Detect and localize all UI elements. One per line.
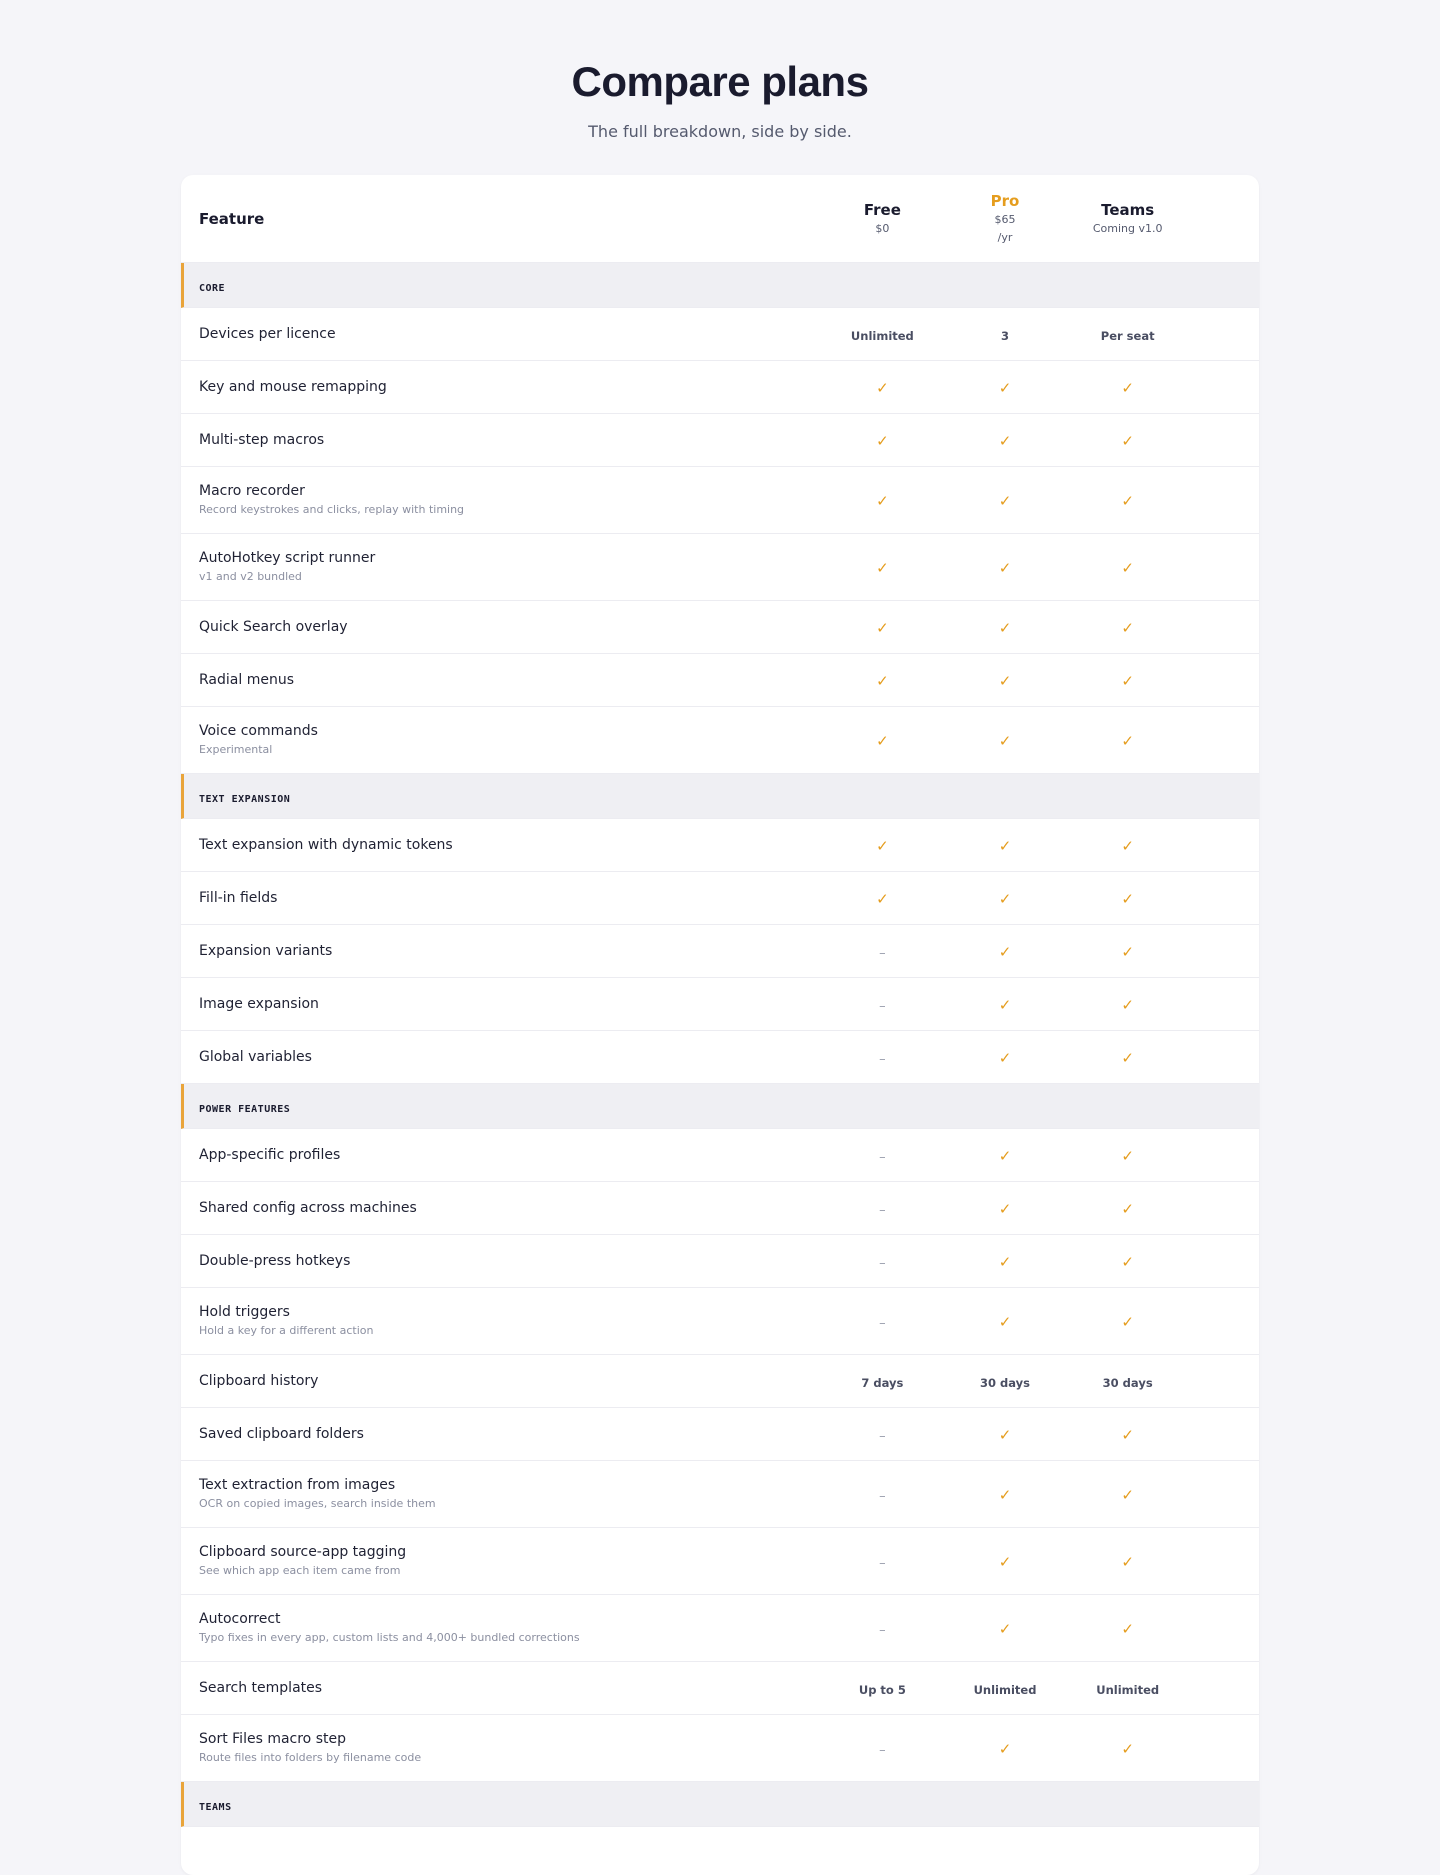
plan-price: $0 [875, 221, 890, 235]
check-icon: ✓ [1121, 1485, 1134, 1504]
plan-cell [821, 1146, 944, 1165]
section-header [181, 1084, 1259, 1129]
plan-cell [944, 1252, 1067, 1271]
check-icon: ✓ [1121, 671, 1134, 690]
feature-name: Voice commands [199, 723, 318, 739]
feature-cell [181, 1610, 821, 1646]
plan-cell [1066, 836, 1259, 855]
plan-header-pro [944, 191, 1067, 247]
feature-cell [181, 1252, 821, 1270]
check-icon: ✓ [998, 731, 1012, 750]
feature-description: OCR on copied images, search inside them [199, 1497, 436, 1510]
check-icon: ✓ [998, 1425, 1012, 1444]
plan-value: 7 days [861, 1375, 904, 1390]
plan-cell [944, 1679, 1067, 1698]
check-icon: ✓ [998, 1619, 1012, 1638]
plan-price: $65 [994, 212, 1016, 226]
feature-name: Expansion variants [199, 943, 333, 959]
feature-name: Radial menus [199, 672, 294, 688]
feature-name: Autocorrect [199, 1611, 281, 1627]
table-row [181, 1355, 1259, 1408]
table-row [181, 1595, 1259, 1662]
check-icon: ✓ [876, 671, 889, 690]
check-icon: ✓ [876, 491, 889, 510]
page-header [0, 0, 1440, 174]
check-icon: ✓ [1121, 731, 1134, 750]
plan-cell [1066, 1048, 1259, 1067]
plan-cell [821, 558, 944, 577]
plan-cell [1066, 889, 1259, 908]
feature-cell [181, 1146, 821, 1164]
feature-name: Sort Files macro step [199, 1731, 346, 1747]
table-row [181, 1715, 1259, 1782]
plan-name: Free [863, 200, 901, 219]
check-icon: ✓ [1121, 1252, 1134, 1271]
check-icon: ✓ [1121, 558, 1134, 577]
plan-cell [821, 1619, 944, 1638]
plan-cell [944, 942, 1067, 961]
feature-cell [181, 618, 821, 636]
feature-cell [181, 1679, 821, 1697]
feature-cell [181, 722, 821, 758]
table-row [181, 925, 1259, 978]
plan-cell [821, 889, 944, 908]
feature-cell [181, 1048, 821, 1066]
plan-cell [821, 1552, 944, 1571]
feature-description: v1 and v2 bundled [199, 570, 302, 583]
feature-name: Double-press hotkeys [199, 1253, 351, 1269]
plan-cell [944, 1146, 1067, 1165]
feature-description: Record keystrokes and clicks, replay with timing [199, 503, 465, 516]
plan-cell [944, 995, 1067, 1014]
section-header [181, 263, 1259, 308]
check-icon: ✓ [876, 731, 889, 750]
feature-cell [181, 942, 821, 960]
section-label: CORE [199, 282, 226, 294]
feature-name: Saved clipboard folders [199, 1426, 364, 1442]
table-row [181, 534, 1259, 601]
plan-cell [821, 1372, 944, 1391]
dash-icon: – [879, 1255, 886, 1271]
check-icon: ✓ [1121, 1619, 1134, 1638]
plan-cell [821, 995, 944, 1014]
feature-cell [181, 836, 821, 854]
plan-cell [821, 431, 944, 450]
feature-cell [181, 1372, 821, 1390]
plan-cell [1066, 1679, 1259, 1698]
table-header-row [181, 175, 1259, 263]
feature-name: Text expansion with dynamic tokens [199, 837, 453, 853]
dash-icon: – [879, 1202, 886, 1218]
section-label: TEAMS [199, 1801, 232, 1813]
plan-cell [944, 1425, 1067, 1444]
feature-description: Hold a key for a different action [199, 1324, 374, 1337]
table-row [181, 1182, 1259, 1235]
feature-cell [181, 431, 821, 449]
check-icon: ✓ [998, 836, 1012, 855]
feature-cell [181, 1543, 821, 1579]
feature-description: Route files into folders by filename code [199, 1751, 422, 1764]
plan-cell [1066, 1619, 1259, 1638]
plan-cell [1066, 618, 1259, 637]
plan-cell [1066, 671, 1259, 690]
check-icon: ✓ [1121, 995, 1134, 1014]
plan-cell [1066, 431, 1259, 450]
table-row [181, 361, 1259, 414]
plan-cell [944, 558, 1067, 577]
feature-description: See which app each item came from [199, 1564, 401, 1577]
table-row [181, 872, 1259, 925]
plan-cell [1066, 1312, 1259, 1331]
page-title: Compare plans [571, 58, 869, 105]
feature-name: Search templates [199, 1680, 323, 1696]
dash-icon: – [879, 1051, 886, 1067]
feature-cell [181, 549, 821, 585]
feature-name: Hold triggers [199, 1304, 290, 1320]
table-row [181, 654, 1259, 707]
plan-cell [1066, 942, 1259, 961]
plan-cell [944, 836, 1067, 855]
feature-name: AutoHotkey script runner [199, 550, 376, 566]
section-label: POWER FEATURES [199, 1103, 291, 1115]
check-icon: ✓ [1121, 1146, 1134, 1165]
dash-icon: – [879, 945, 886, 961]
dash-icon: – [879, 1488, 886, 1504]
check-icon: ✓ [1121, 378, 1134, 397]
feature-name: Macro recorder [199, 483, 305, 499]
dash-icon: – [879, 1315, 886, 1331]
feature-name: Key and mouse remapping [199, 379, 387, 395]
check-icon: ✓ [998, 942, 1012, 961]
check-icon: ✓ [876, 836, 889, 855]
feature-name: Global variables [199, 1049, 312, 1065]
feature-cell [181, 1199, 821, 1217]
dash-icon: – [879, 1428, 886, 1444]
feature-cell [181, 325, 821, 343]
check-icon: ✓ [1121, 942, 1134, 961]
plan-value: Unlimited [1096, 1682, 1160, 1697]
check-icon: ✓ [1121, 889, 1134, 908]
table-row [181, 819, 1259, 872]
check-icon: ✓ [1121, 1048, 1134, 1067]
check-icon: ✓ [998, 1485, 1012, 1504]
feature-cell [181, 1476, 821, 1512]
check-icon: ✓ [1121, 618, 1134, 637]
table-row [181, 414, 1259, 467]
plan-name: Teams [1101, 200, 1155, 219]
table-body [181, 263, 1259, 1827]
table-row [181, 308, 1259, 361]
plan-cell [821, 1485, 944, 1504]
plan-cell [944, 1048, 1067, 1067]
check-icon: ✓ [876, 431, 889, 450]
check-icon: ✓ [1121, 1739, 1134, 1758]
feature-name: App-specific profiles [199, 1147, 341, 1163]
check-icon: ✓ [1121, 1552, 1134, 1571]
plan-header-teams [1066, 200, 1259, 238]
check-icon: ✓ [1121, 1199, 1134, 1218]
check-icon: ✓ [876, 558, 889, 577]
check-icon: ✓ [998, 1739, 1012, 1758]
plan-cell [1066, 1739, 1259, 1758]
check-icon: ✓ [998, 378, 1012, 397]
plan-value: Per seat [1100, 328, 1155, 343]
plan-cell [944, 1552, 1067, 1571]
check-icon: ✓ [1121, 491, 1134, 510]
check-icon: ✓ [1121, 431, 1134, 450]
check-icon: ✓ [998, 1552, 1012, 1571]
check-icon: ✓ [998, 431, 1012, 450]
page-subtitle: The full breakdown, side by side. [588, 122, 852, 141]
plan-value: 3 [1001, 328, 1010, 343]
check-icon: ✓ [998, 1312, 1012, 1331]
plan-cell [821, 1252, 944, 1271]
dash-icon: – [879, 1742, 886, 1758]
dash-icon: – [879, 1555, 886, 1571]
check-icon: ✓ [998, 491, 1012, 510]
table-row [181, 1528, 1259, 1595]
plan-cell [944, 731, 1067, 750]
feature-name: Devices per licence [199, 326, 336, 342]
section-label: TEXT EXPANSION [199, 793, 291, 805]
plan-header-free [821, 200, 944, 238]
plan-value: 30 days [1102, 1375, 1153, 1390]
table-row [181, 467, 1259, 534]
plan-value: Up to 5 [858, 1682, 906, 1697]
feature-cell [181, 1303, 821, 1339]
plan-cell [821, 731, 944, 750]
feature-description: Experimental [199, 743, 273, 756]
feature-name: Text extraction from images [199, 1477, 396, 1493]
table-row [181, 1288, 1259, 1355]
feature-cell [181, 1730, 821, 1766]
check-icon: ✓ [876, 889, 889, 908]
plan-cell [1066, 1252, 1259, 1271]
feature-cell [181, 995, 821, 1013]
plan-price-suffix: /yr [997, 230, 1013, 244]
check-icon: ✓ [1121, 836, 1134, 855]
plan-cell [821, 618, 944, 637]
table-row [181, 1408, 1259, 1461]
comparison-table [181, 175, 1259, 1875]
plan-cell [1066, 325, 1259, 344]
plan-cell [944, 431, 1067, 450]
table-row [181, 1662, 1259, 1715]
plan-cell [821, 1425, 944, 1444]
feature-name: Shared config across machines [199, 1200, 417, 1216]
table-row [181, 978, 1259, 1031]
plan-cell [944, 618, 1067, 637]
feature-cell [181, 889, 821, 907]
feature-name: Clipboard source-app tagging [199, 1544, 407, 1560]
plan-name: Pro [990, 191, 1020, 210]
dash-icon: – [879, 1622, 886, 1638]
plan-cell [1066, 1146, 1259, 1165]
plan-value: Unlimited [973, 1682, 1037, 1697]
plan-cell [821, 1199, 944, 1218]
plan-cell [821, 836, 944, 855]
check-icon: ✓ [998, 671, 1012, 690]
plan-cell [944, 491, 1067, 510]
plan-cell [944, 889, 1067, 908]
plan-cell [944, 1739, 1067, 1758]
check-icon: ✓ [998, 995, 1012, 1014]
plan-cell [944, 1485, 1067, 1504]
section-header [181, 1782, 1259, 1827]
check-icon: ✓ [998, 1048, 1012, 1067]
feature-cell [181, 671, 821, 689]
plan-cell [1066, 491, 1259, 510]
plan-cell [1066, 995, 1259, 1014]
table-row [181, 1235, 1259, 1288]
check-icon: ✓ [998, 1199, 1012, 1218]
feature-name: Fill-in fields [199, 890, 278, 906]
check-icon: ✓ [998, 1252, 1012, 1271]
feature-name: Multi-step macros [199, 432, 325, 448]
feature-column-header: Feature [199, 210, 265, 228]
feature-description: Typo fixes in every app, custom lists and 4,000+ bundled corrections [199, 1631, 580, 1644]
plan-cell [1066, 558, 1259, 577]
dash-icon: – [879, 1149, 886, 1165]
table-row [181, 1461, 1259, 1528]
plan-cell [1066, 731, 1259, 750]
plan-cell [1066, 1485, 1259, 1504]
feature-name: Image expansion [199, 996, 319, 1012]
check-icon: ✓ [1121, 1425, 1134, 1444]
dash-icon: – [879, 998, 886, 1014]
plan-cell [944, 1312, 1067, 1331]
table-row [181, 707, 1259, 774]
plan-cell [821, 671, 944, 690]
plan-cell [821, 942, 944, 961]
plan-cell [944, 671, 1067, 690]
plan-cell [944, 378, 1067, 397]
plan-cell [944, 1619, 1067, 1638]
plan-cell [944, 1199, 1067, 1218]
feature-name: Quick Search overlay [199, 619, 348, 635]
table-row [181, 1031, 1259, 1084]
plan-cell [1066, 1552, 1259, 1571]
check-icon: ✓ [876, 378, 889, 397]
feature-cell [181, 378, 821, 396]
plan-cell [821, 378, 944, 397]
check-icon: ✓ [998, 1146, 1012, 1165]
section-cell [184, 1795, 912, 1814]
table-row [181, 601, 1259, 654]
plan-cell [1066, 1372, 1259, 1391]
check-icon: ✓ [998, 558, 1012, 577]
plan-price: Coming v1.0 [1092, 221, 1163, 235]
section-header [181, 774, 1259, 819]
check-icon: ✓ [998, 889, 1012, 908]
section-cell [184, 1097, 912, 1116]
plan-cell [821, 491, 944, 510]
plan-cell [1066, 1199, 1259, 1218]
table-row [181, 1129, 1259, 1182]
plan-value: Unlimited [850, 328, 914, 343]
check-icon: ✓ [876, 618, 889, 637]
feature-name: Clipboard history [199, 1373, 319, 1389]
plan-cell [1066, 378, 1259, 397]
plan-cell [821, 1679, 944, 1698]
plan-cell [821, 1739, 944, 1758]
plan-cell [821, 1312, 944, 1331]
plan-cell [1066, 1425, 1259, 1444]
plan-cell [944, 1372, 1067, 1391]
section-cell [184, 787, 912, 806]
check-icon: ✓ [1121, 1312, 1134, 1331]
plan-cell [821, 325, 944, 344]
section-cell [184, 276, 912, 295]
feature-cell [181, 482, 821, 518]
plan-cell [821, 1048, 944, 1067]
plan-value: 30 days [980, 1375, 1031, 1390]
plan-cell [944, 325, 1067, 344]
check-icon: ✓ [998, 618, 1012, 637]
feature-cell [181, 1425, 821, 1443]
